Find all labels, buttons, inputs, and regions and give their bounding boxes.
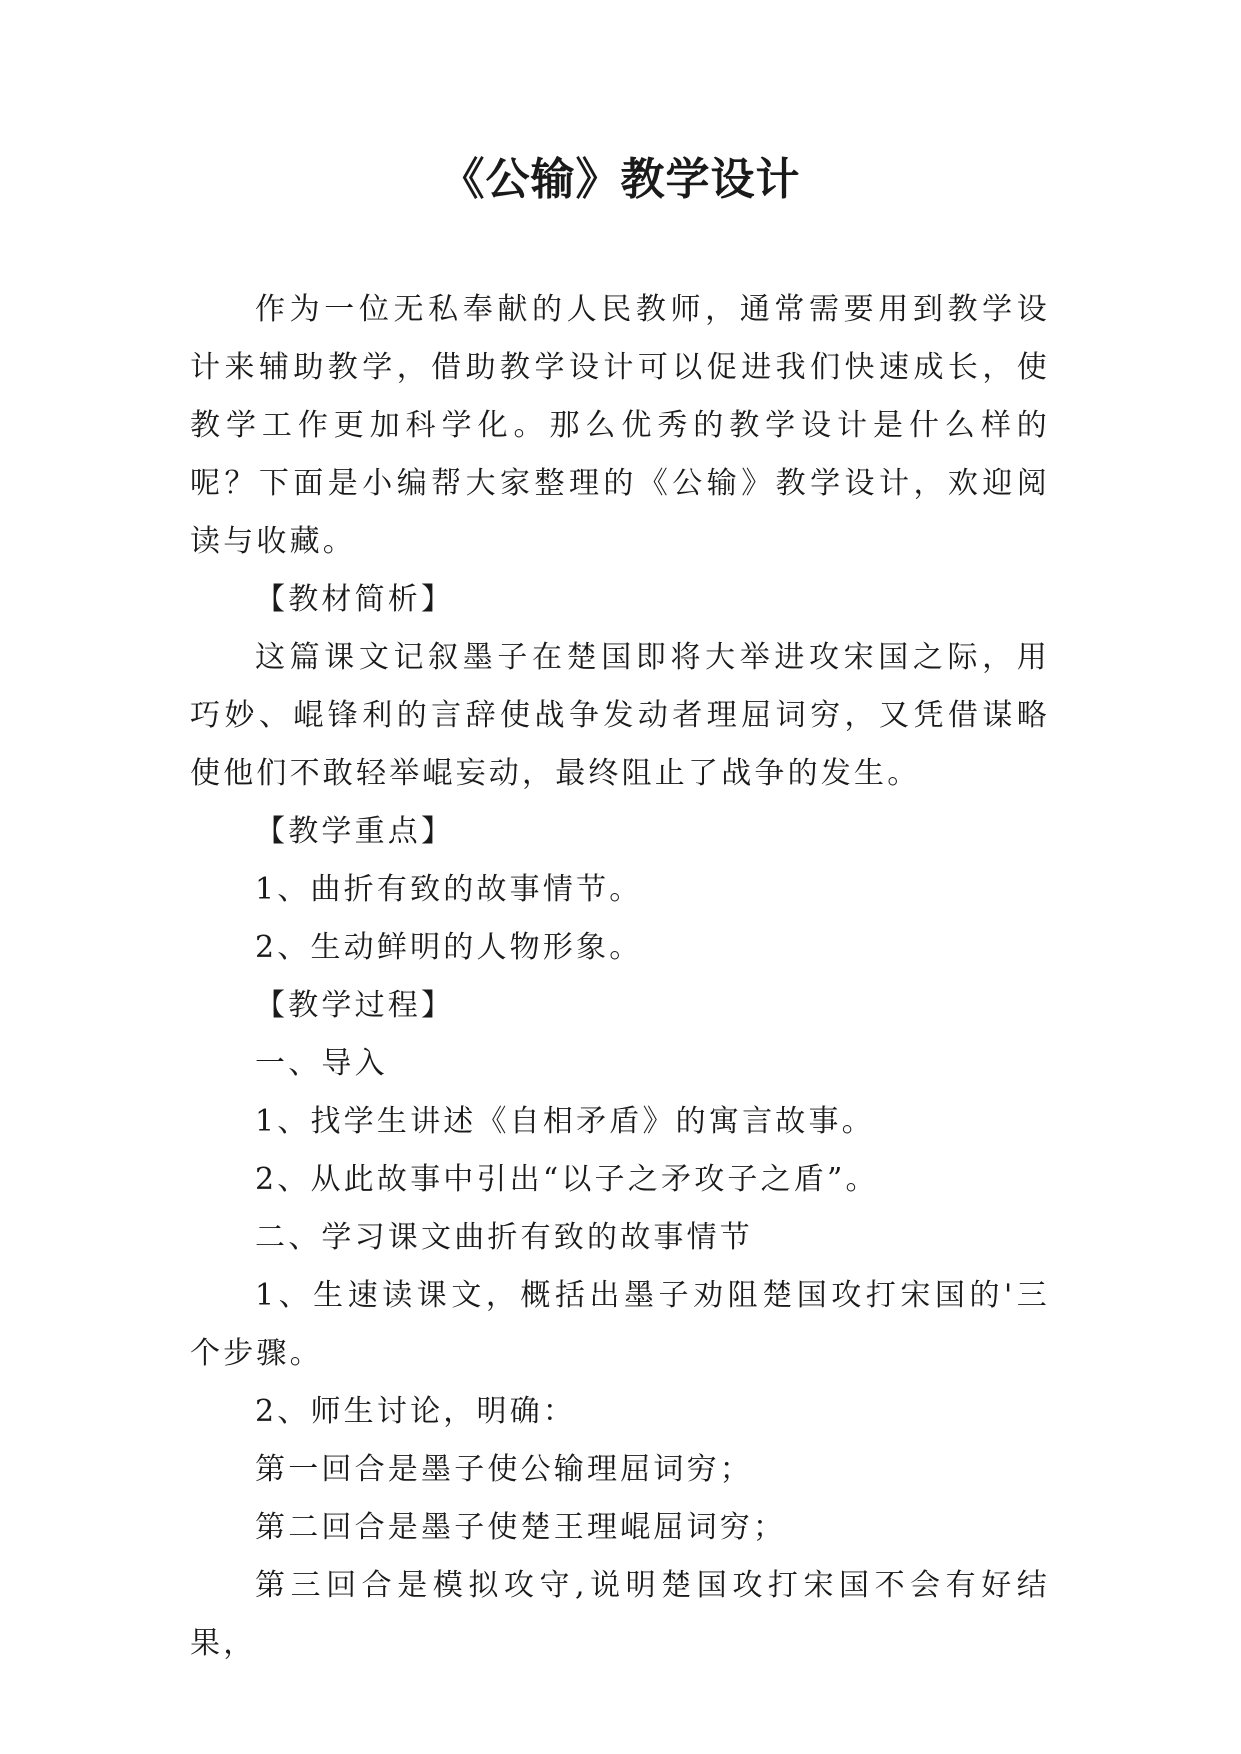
section-heading-textbook-analysis: 【教材简析】 bbox=[255, 582, 455, 617]
study-item-2: 2、师生讨论，明确： bbox=[255, 1394, 577, 1429]
round-one: 第一回合是墨子使公输理屈词穷； bbox=[255, 1452, 753, 1487]
introduction-item-1: 1、找学生讲述《自相矛盾》的寓言故事。 bbox=[255, 1104, 875, 1139]
document-title: 《公输》教学设计 bbox=[440, 154, 801, 205]
introduction-item-2: 2、从此故事中引出“以子之矛攻子之盾”。 bbox=[255, 1162, 879, 1197]
textbook-analysis-paragraph: 这篇课文记叙墨子在楚国即将大举进攻宋国之际，用巧妙、崐锋利的言辞使战争发动者理屈词穷，又凭借谋略使他们不敢轻举崐妄动，最终阻止了战争的发生。 bbox=[190, 640, 1050, 791]
process-step-study-plot: 二、学习课文曲折有致的故事情节 bbox=[255, 1220, 753, 1255]
focus-item-1: 1、曲折有致的故事情节。 bbox=[255, 872, 643, 907]
focus-item-2: 2、生动鲜明的人物形象。 bbox=[255, 930, 643, 965]
intro-paragraph: 作为一位无私奉献的人民教师，通常需要用到教学设计来辅助教学，借助教学设计可以促进我们快速成长，使教学工作更加科学化。那么优秀的教学设计是什么样的呢？下面是小编帮大家整理的《公输》教学设计，欢迎阅读与收藏。 bbox=[190, 292, 1050, 559]
round-three: 第三回合是模拟攻守,说明楚国攻打宋国不会有好结果， bbox=[190, 1568, 1050, 1661]
process-step-introduction: 一、导入 bbox=[255, 1046, 388, 1081]
document-body bbox=[190, 281, 1050, 1673]
section-heading-teaching-focus: 【教学重点】 bbox=[255, 814, 455, 849]
study-item-1: 1、生速读课文，概括出墨子劝阻楚国攻打宋国的'三个步骤。 bbox=[190, 1278, 1050, 1371]
round-two: 第二回合是墨子使楚王理崐屈词穷； bbox=[255, 1510, 787, 1545]
section-heading-teaching-process: 【教学过程】 bbox=[255, 988, 455, 1023]
